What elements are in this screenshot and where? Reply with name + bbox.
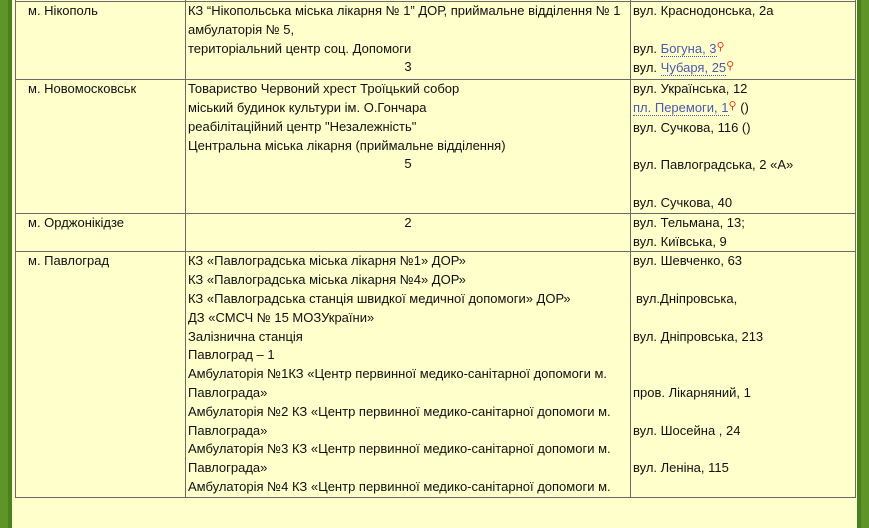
facility-count: 5 [404,156,412,172]
facility-cell [186,80,631,214]
spacer [633,175,853,194]
address-cell [631,80,856,214]
spacer [633,346,853,384]
address-line: вул. Дніпровська, 213 [633,328,764,344]
address-line: вул. Леніна, 115 [633,460,729,476]
facility-line: міський будинок культури ім. О.Гончара [188,99,427,115]
facility-line: Амбулаторія №4 КЗ «Центр первинної медико-санітарної допомоги м. [188,478,611,494]
address-line [633,59,853,79]
address-line: вул. Київська, 9 [633,233,727,249]
table-row [16,213,856,252]
map-pin-icon[interactable]: ⚲ [716,40,725,53]
facility-line: амбулаторія № 5, [188,21,295,37]
map-pin-icon[interactable]: ⚲ [728,99,737,112]
spacer [633,440,853,459]
spacer [633,21,853,40]
facility-line: Павлограда» [188,422,268,438]
address-line: вул.Дніпровська, [636,290,738,306]
facility-line: Павлограда» [188,384,268,400]
facility-line: КЗ «Павлоградська міська лікарня №1» ДОР» [188,253,466,269]
address-cell [631,2,856,80]
facility-count: 2 [186,213,631,252]
address-cell [631,252,856,497]
map-link-peremohy[interactable]: пл. Перемоги, 1 [633,99,729,115]
address-line: вул. Сучкова, 40 [633,194,733,210]
facility-line: Амбулаторія №2 КЗ «Центр первинної медико-санітарної допомоги м. [188,403,611,419]
locations-table [15,0,856,498]
map-link-chubaria[interactable]: Чубаря, 25 [660,60,727,76]
address-line: пров. Лікарняний, 1 [633,384,751,400]
facility-cell [186,2,631,80]
address-line: вул. Тельмана, 13; [633,214,745,230]
map-link-bohuna[interactable]: Богуна, 3 [660,40,717,56]
table-row [16,252,856,497]
facility-cell [186,252,631,497]
address-line: вул. Павлоградська, 2 «А» [633,157,794,173]
spacer [633,271,853,290]
facility-line: Залізнична станція [188,328,303,344]
facility-count: 3 [404,59,412,75]
spacer [633,403,853,422]
facility-line: КЗ «Павлоградська станція швидкої медичної допомоги» ДОР» [188,290,571,306]
facility-line: Товариство Червоний хрест Троїцький собор [188,81,460,97]
address-prefix: вул. [633,60,661,76]
address-line: вул. Краснодонська, 2а [633,3,774,18]
facility-line: КЗ «Павлоградська міська лікарня №4» ДОР» [188,272,466,288]
facility-line: Павлограда» [188,460,268,476]
address-line [633,40,853,60]
address-line: вул. Шевченко, 63 [633,253,743,269]
table-row [16,80,856,214]
map-pin-icon[interactable]: ⚲ [726,60,735,73]
address-cell [631,213,856,252]
city-cell: м. Орджонікідзе [16,213,186,252]
address-prefix: вул. [633,40,661,56]
facility-line: реабілітаційний центр "Незалежність" [188,118,417,134]
facility-line: Центральна міська лікарня (приймальне відділення) [188,137,506,153]
spacer [633,138,853,157]
address-line: вул. Українська, 12 [633,81,748,97]
facility-line: Амбулаторія №3 КЗ «Центр первинної медико-санітарної допомоги м. [188,441,611,457]
address-line [633,99,853,119]
facility-line: ДЗ «СМСЧ № 15 МОЗУкраїни» [188,309,375,325]
facility-line: КЗ “Нікопольська міська лікарня № 1” ДОР, приймальне відділення № 1 [188,3,621,18]
table-row [16,2,856,80]
address-line: вул. Сучкова, 116 () [633,119,751,135]
facility-line: Амбулаторія №1КЗ «Центр первинної медико-санітарної допомоги м. [188,366,608,382]
city-cell: м. Павлоград [16,252,186,497]
facility-line: територіальний центр соц. Допомоги [188,40,412,56]
spacer [633,309,853,328]
city-cell: м. Новомосковськ [16,80,186,214]
address-line: вул. Шосейна , 24 [633,422,741,438]
address-suffix: () [736,99,749,115]
city-cell: м. Нікополь [16,2,186,80]
facility-line: Павлоград – 1 [188,347,275,363]
